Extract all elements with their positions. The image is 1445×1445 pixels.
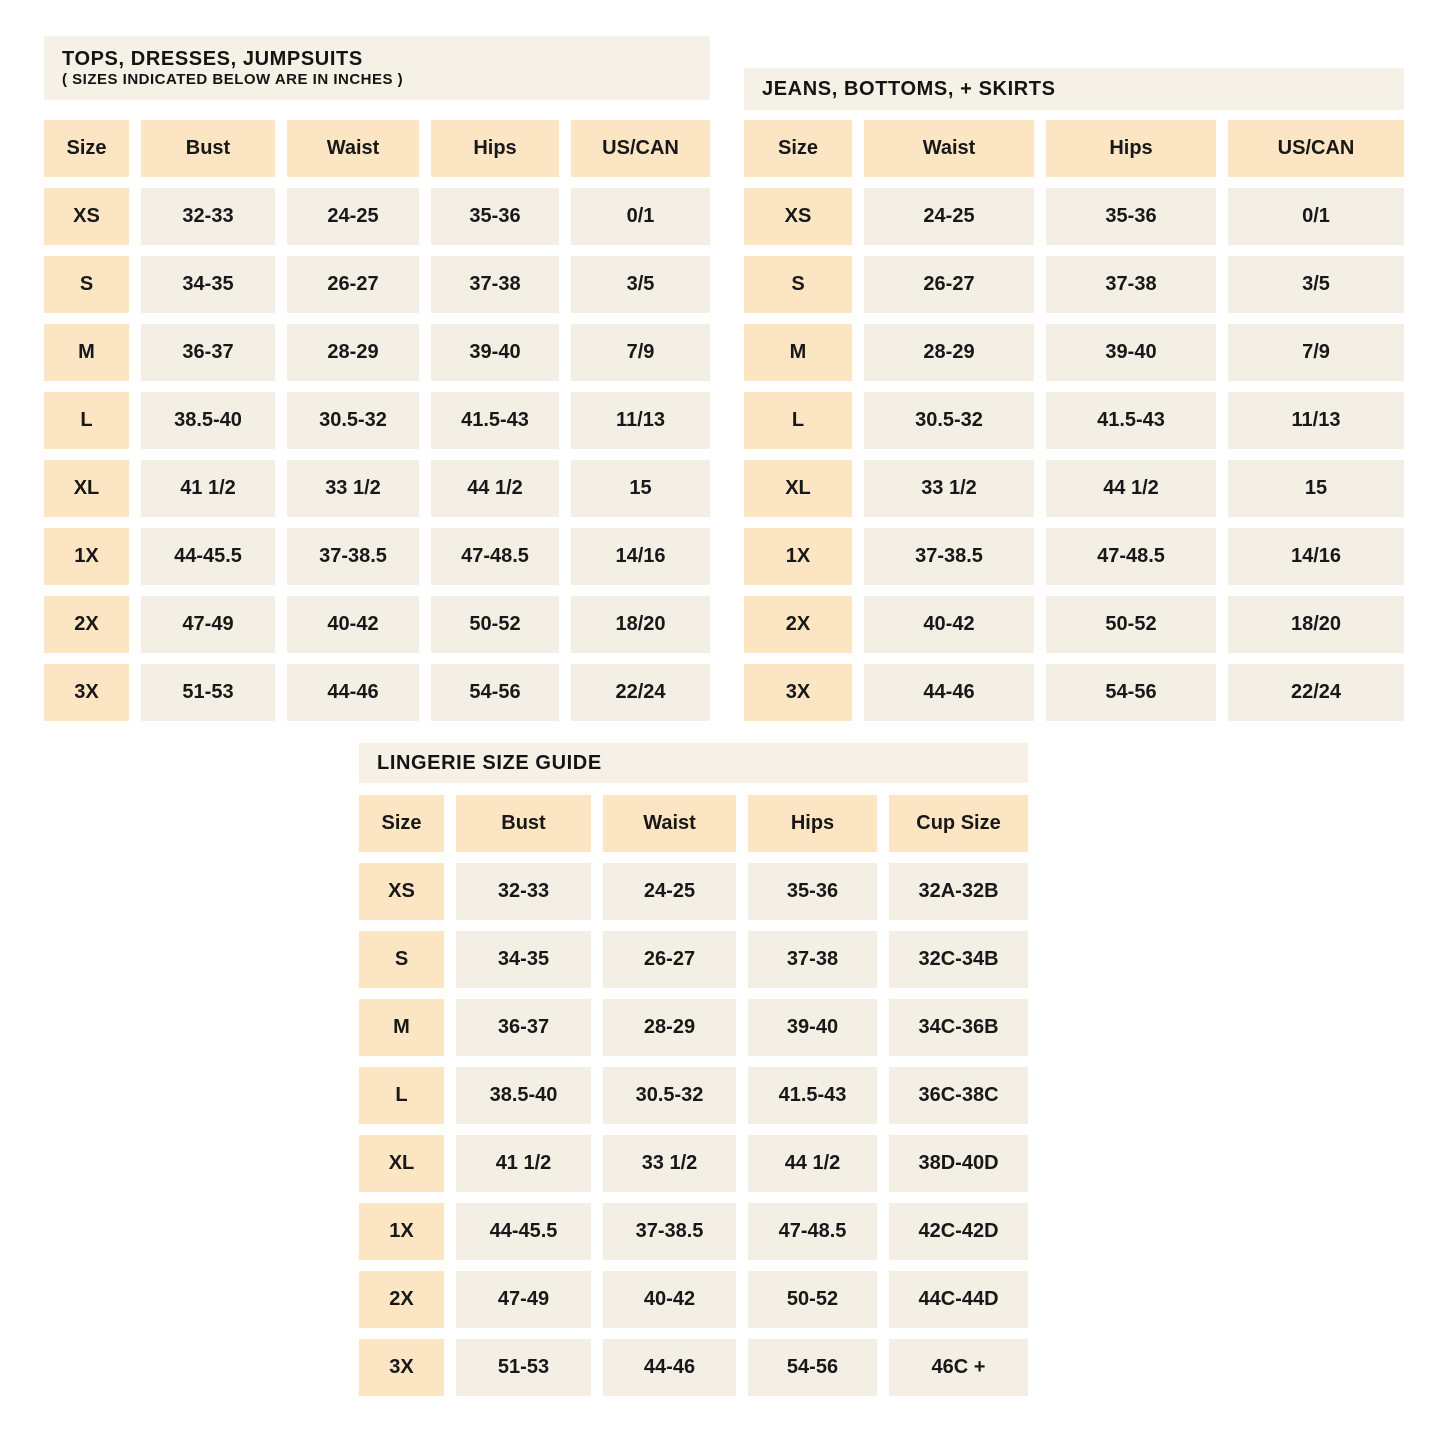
size-label-cell: 3X: [44, 664, 129, 721]
value-cell: 51-53: [141, 664, 275, 721]
value-cell: 41.5-43: [1046, 392, 1216, 449]
value-cell: 37-38.5: [287, 528, 419, 585]
value-cell: 35-36: [748, 863, 877, 920]
value-cell: 36-37: [456, 999, 591, 1056]
value-cell: 28-29: [287, 324, 419, 381]
value-cell: 39-40: [748, 999, 877, 1056]
size-label-cell: XS: [744, 188, 852, 245]
value-cell: 32-33: [456, 863, 591, 920]
size-grid: [744, 120, 1404, 721]
column-header-cup-size: Cup Size: [889, 795, 1028, 852]
value-cell: 54-56: [748, 1339, 877, 1396]
value-cell: 50-52: [431, 596, 559, 653]
column-header-hips: Hips: [1046, 120, 1216, 177]
table-title-banner: [359, 743, 1028, 783]
lingerie-size-guide-table: [359, 743, 1028, 1396]
value-cell: 47-48.5: [1046, 528, 1216, 585]
size-label-cell: L: [359, 1067, 444, 1124]
column-header-size: Size: [359, 795, 444, 852]
size-label-cell: 2X: [359, 1271, 444, 1328]
column-header-waist: Waist: [603, 795, 736, 852]
value-cell: 14/16: [571, 528, 710, 585]
value-cell: 47-48.5: [431, 528, 559, 585]
value-cell: 30.5-32: [864, 392, 1034, 449]
value-cell: 22/24: [1228, 664, 1404, 721]
value-cell: 38.5-40: [456, 1067, 591, 1124]
value-cell: 24-25: [287, 188, 419, 245]
value-cell: 26-27: [864, 256, 1034, 313]
size-label-cell: XL: [44, 460, 129, 517]
column-header-waist: Waist: [287, 120, 419, 177]
value-cell: 41.5-43: [748, 1067, 877, 1124]
value-cell: 26-27: [603, 931, 736, 988]
size-label-cell: 3X: [359, 1339, 444, 1396]
value-cell: 34-35: [141, 256, 275, 313]
column-header-us-can: US/CAN: [571, 120, 710, 177]
size-label-cell: M: [359, 999, 444, 1056]
value-cell: 37-38: [748, 931, 877, 988]
value-cell: 44 1/2: [1046, 460, 1216, 517]
value-cell: 38D-40D: [889, 1135, 1028, 1192]
value-cell: 18/20: [1228, 596, 1404, 653]
value-cell: 42C-42D: [889, 1203, 1028, 1260]
table-title: LINGERIE SIZE GUIDE: [377, 752, 602, 774]
table-title-banner: [744, 68, 1404, 110]
value-cell: 18/20: [571, 596, 710, 653]
size-label-cell: 1X: [359, 1203, 444, 1260]
size-label-cell: XS: [359, 863, 444, 920]
value-cell: 32A-32B: [889, 863, 1028, 920]
value-cell: 37-38: [431, 256, 559, 313]
value-cell: 51-53: [456, 1339, 591, 1396]
value-cell: 47-49: [456, 1271, 591, 1328]
value-cell: 36C-38C: [889, 1067, 1028, 1124]
value-cell: 50-52: [1046, 596, 1216, 653]
value-cell: 32C-34B: [889, 931, 1028, 988]
value-cell: 38.5-40: [141, 392, 275, 449]
value-cell: 40-42: [864, 596, 1034, 653]
value-cell: 22/24: [571, 664, 710, 721]
size-label-cell: XS: [44, 188, 129, 245]
value-cell: 46C +: [889, 1339, 1028, 1396]
value-cell: 30.5-32: [603, 1067, 736, 1124]
value-cell: 39-40: [431, 324, 559, 381]
value-cell: 44-45.5: [456, 1203, 591, 1260]
value-cell: 37-38: [1046, 256, 1216, 313]
value-cell: 26-27: [287, 256, 419, 313]
value-cell: 40-42: [603, 1271, 736, 1328]
value-cell: 32-33: [141, 188, 275, 245]
value-cell: 33 1/2: [287, 460, 419, 517]
size-label-cell: XL: [744, 460, 852, 517]
size-label-cell: L: [744, 392, 852, 449]
value-cell: 44 1/2: [748, 1135, 877, 1192]
value-cell: 50-52: [748, 1271, 877, 1328]
value-cell: 34-35: [456, 931, 591, 988]
value-cell: 44-45.5: [141, 528, 275, 585]
value-cell: 54-56: [431, 664, 559, 721]
value-cell: 0/1: [1228, 188, 1404, 245]
value-cell: 33 1/2: [864, 460, 1034, 517]
size-label-cell: M: [744, 324, 852, 381]
value-cell: 47-48.5: [748, 1203, 877, 1260]
table-title-banner: [44, 36, 710, 100]
value-cell: 41 1/2: [456, 1135, 591, 1192]
column-header-bust: Bust: [456, 795, 591, 852]
value-cell: 35-36: [431, 188, 559, 245]
value-cell: 24-25: [864, 188, 1034, 245]
value-cell: 41 1/2: [141, 460, 275, 517]
value-cell: 28-29: [603, 999, 736, 1056]
value-cell: 14/16: [1228, 528, 1404, 585]
value-cell: 44-46: [287, 664, 419, 721]
column-header-size: Size: [744, 120, 852, 177]
size-label-cell: 1X: [744, 528, 852, 585]
size-label-cell: L: [44, 392, 129, 449]
value-cell: 7/9: [1228, 324, 1404, 381]
column-header-size: Size: [44, 120, 129, 177]
size-grid: [44, 120, 710, 721]
value-cell: 33 1/2: [603, 1135, 736, 1192]
table-title: TOPS, DRESSES, JUMPSUITS: [62, 47, 363, 70]
value-cell: 15: [1228, 460, 1404, 517]
column-header-bust: Bust: [141, 120, 275, 177]
column-header-hips: Hips: [431, 120, 559, 177]
value-cell: 44-46: [603, 1339, 736, 1396]
value-cell: 28-29: [864, 324, 1034, 381]
column-header-waist: Waist: [864, 120, 1034, 177]
tops-dresses-jumpsuits-table: [44, 36, 710, 721]
jeans-bottoms-skirts-table: [744, 68, 1404, 721]
value-cell: 41.5-43: [431, 392, 559, 449]
size-label-cell: 3X: [744, 664, 852, 721]
value-cell: 40-42: [287, 596, 419, 653]
value-cell: 0/1: [571, 188, 710, 245]
value-cell: 35-36: [1046, 188, 1216, 245]
size-label-cell: 1X: [44, 528, 129, 585]
size-label-cell: M: [44, 324, 129, 381]
column-header-hips: Hips: [748, 795, 877, 852]
value-cell: 11/13: [1228, 392, 1404, 449]
value-cell: 44 1/2: [431, 460, 559, 517]
table-subtitle: ( SIZES INDICATED BELOW ARE IN INCHES ): [62, 70, 404, 88]
value-cell: 11/13: [571, 392, 710, 449]
value-cell: 15: [571, 460, 710, 517]
column-header-us-can: US/CAN: [1228, 120, 1404, 177]
value-cell: 24-25: [603, 863, 736, 920]
size-label-cell: 2X: [744, 596, 852, 653]
size-label-cell: S: [359, 931, 444, 988]
value-cell: 34C-36B: [889, 999, 1028, 1056]
size-label-cell: XL: [359, 1135, 444, 1192]
value-cell: 37-38.5: [864, 528, 1034, 585]
size-label-cell: S: [44, 256, 129, 313]
value-cell: 36-37: [141, 324, 275, 381]
value-cell: 44-46: [864, 664, 1034, 721]
value-cell: 37-38.5: [603, 1203, 736, 1260]
table-title: JEANS, BOTTOMS, + SKIRTS: [762, 78, 1056, 100]
value-cell: 39-40: [1046, 324, 1216, 381]
value-cell: 3/5: [1228, 256, 1404, 313]
value-cell: 47-49: [141, 596, 275, 653]
value-cell: 7/9: [571, 324, 710, 381]
size-label-cell: 2X: [44, 596, 129, 653]
value-cell: 30.5-32: [287, 392, 419, 449]
size-grid: [359, 795, 1028, 1396]
size-label-cell: S: [744, 256, 852, 313]
value-cell: 3/5: [571, 256, 710, 313]
value-cell: 44C-44D: [889, 1271, 1028, 1328]
value-cell: 54-56: [1046, 664, 1216, 721]
